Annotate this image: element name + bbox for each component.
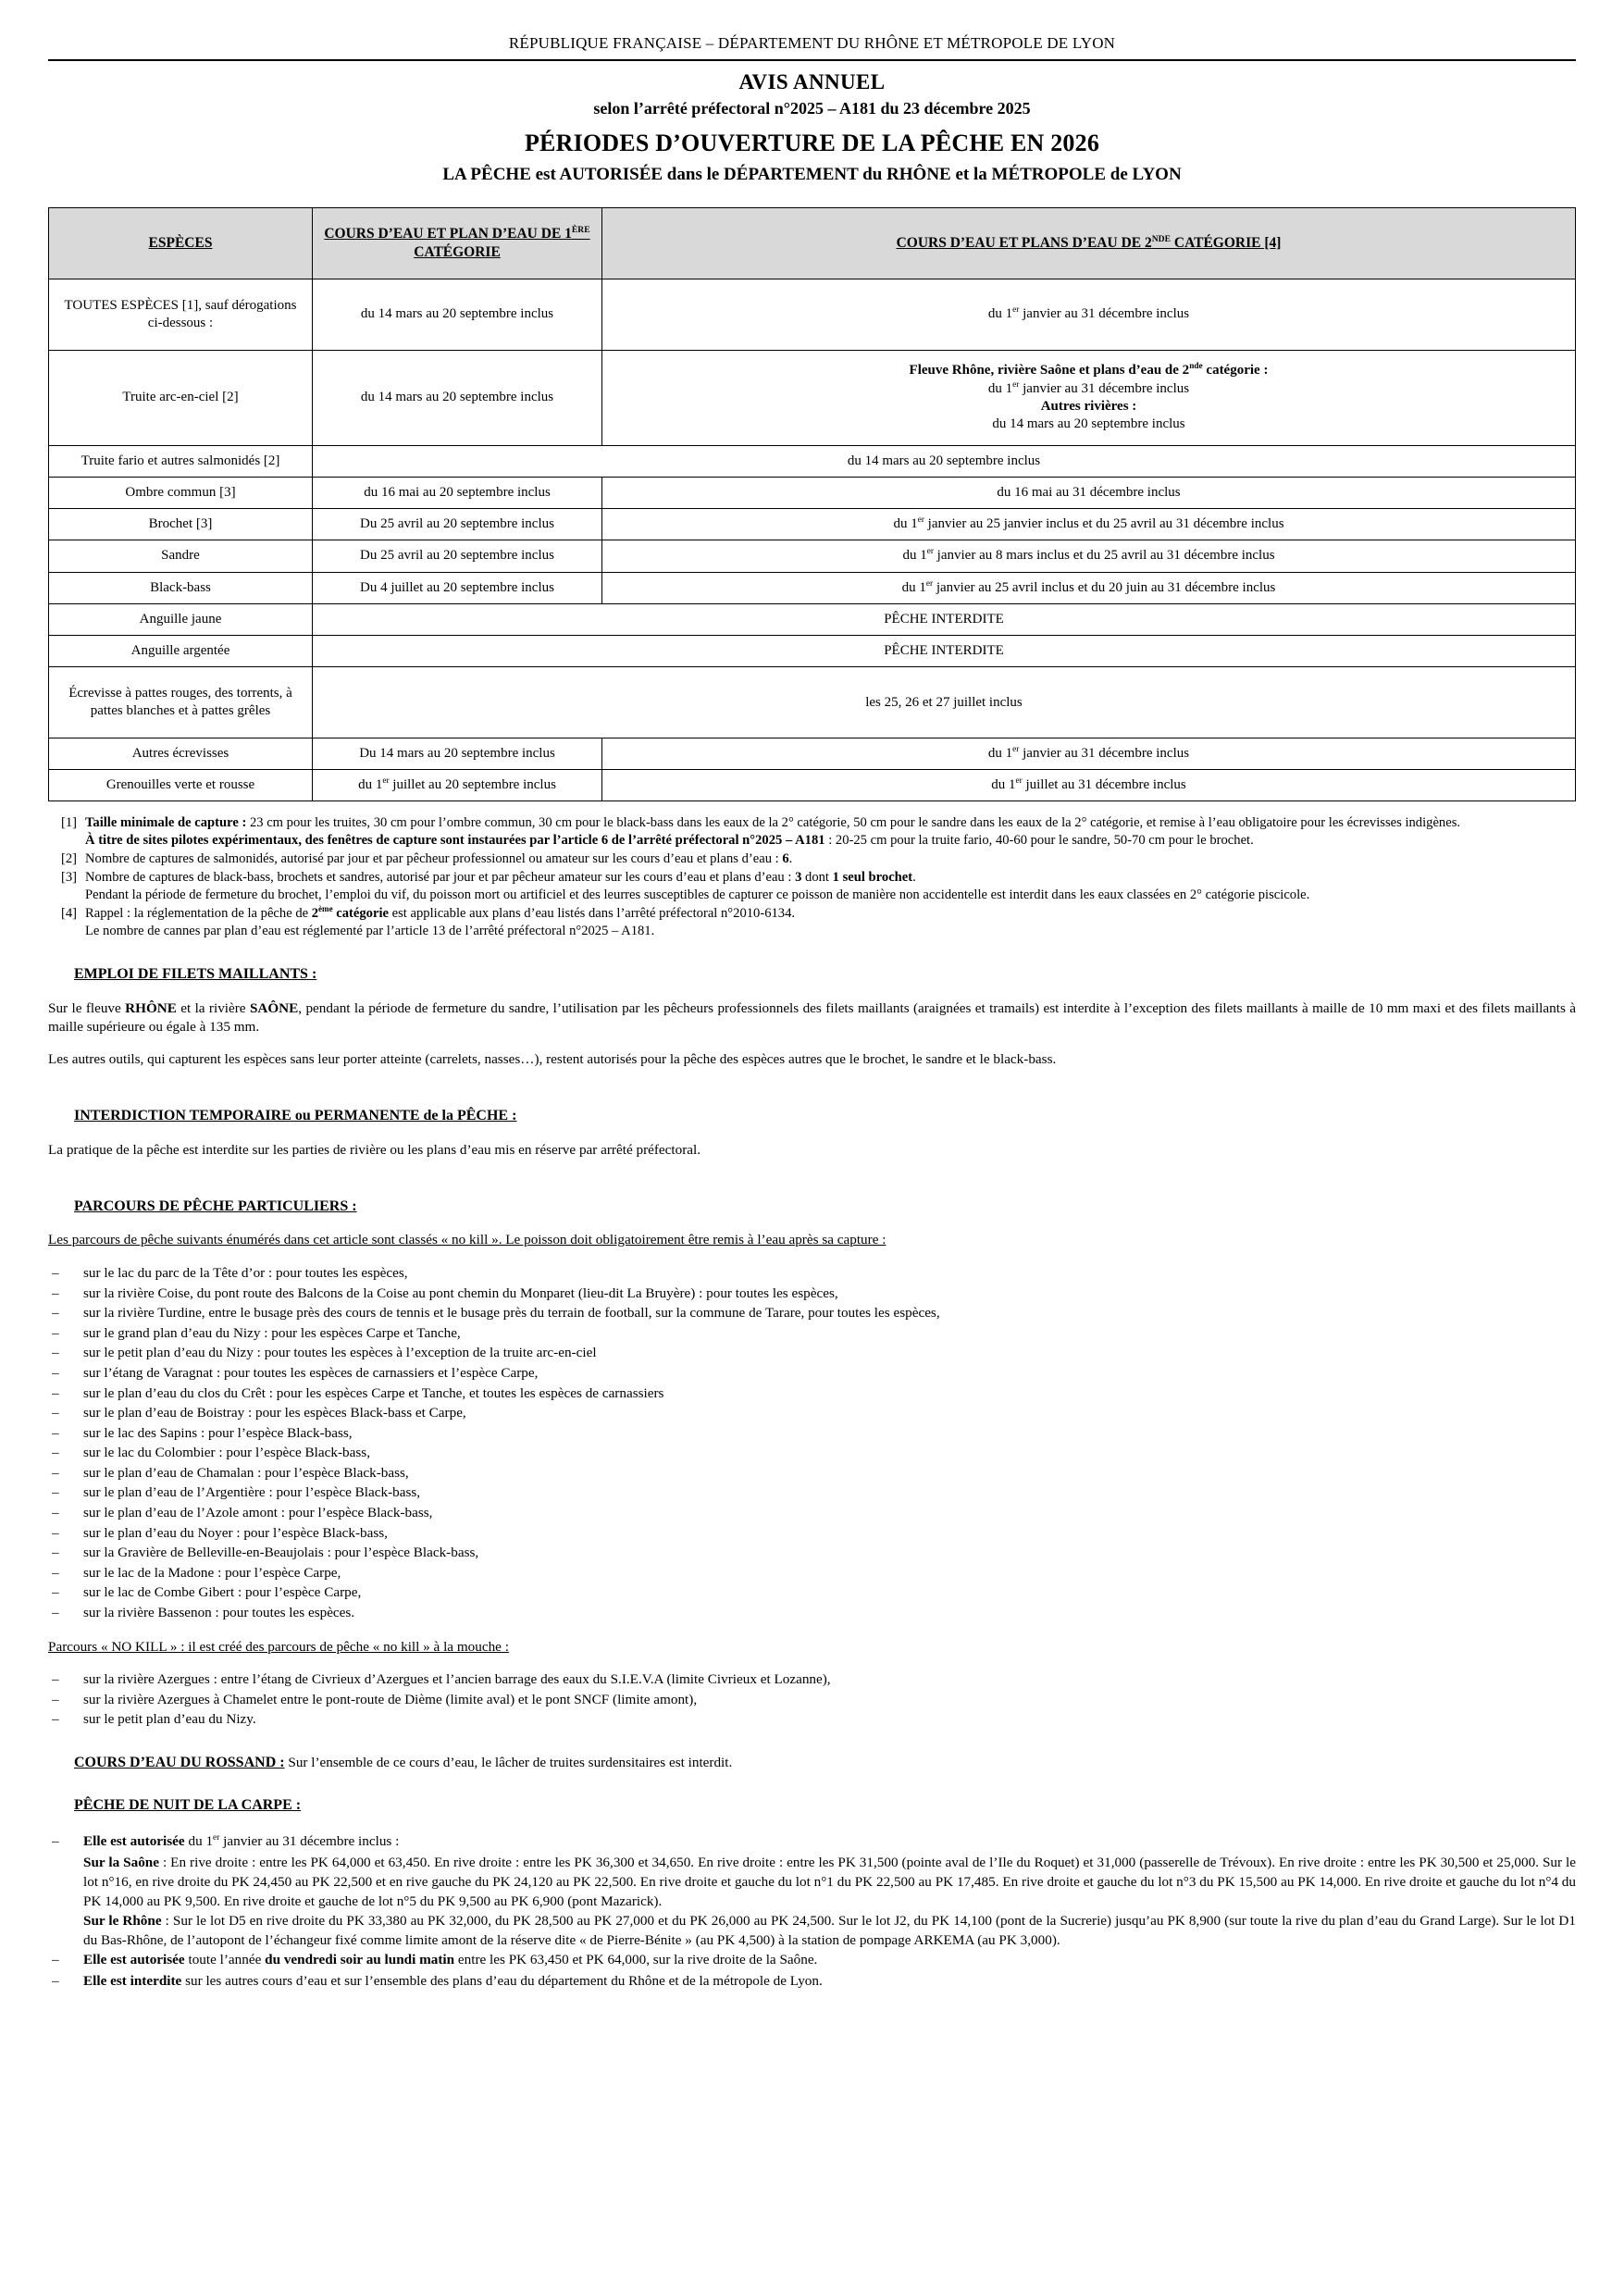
dash-bullet: – bbox=[52, 1524, 59, 1541]
dash-bullet: – bbox=[52, 1671, 59, 1688]
section-title-parcours: PARCOURS DE PÊCHE PARTICULIERS : bbox=[74, 1198, 357, 1215]
nokill-list bbox=[48, 1669, 1576, 1730]
dash-bullet: – bbox=[52, 1951, 59, 1967]
list-item: – sur le petit plan d’eau du Nizy. bbox=[48, 1709, 1576, 1730]
filets-paragraph-1: Sur le fleuve RHÔNE et la rivière SAÔNE, pendant la période de fermeture du sandre, l’utilisation par les pêcheurs professionnels des filets maillants (araignées et tramails) est interdite à l’exception des filets maillants à maille de 10 mm maxi et des filets maillants à maille supérieure ou égale à 135 mm. bbox=[48, 999, 1576, 1035]
table-header-row bbox=[49, 207, 1576, 279]
dash-bullet: – bbox=[52, 1711, 59, 1728]
header-species: ESPÈCES bbox=[49, 207, 313, 279]
dash-bullet: – bbox=[52, 1564, 59, 1581]
cat1-cell: du 14 mars au 20 septembre inclus bbox=[313, 350, 602, 445]
list-item: – sur la Gravière de Belleville-en-Beaujolais : pour l’espèce Black-bass, bbox=[48, 1543, 1576, 1563]
footnote-3 bbox=[48, 869, 1576, 904]
footnote-marker: [1] bbox=[61, 815, 78, 831]
table-row bbox=[49, 603, 1576, 635]
section-title-filets: EMPLOI DE FILETS MAILLANTS : bbox=[74, 966, 317, 983]
species-cell: Sandre bbox=[49, 540, 313, 572]
avis-annuel-title: AVIS ANNUEL bbox=[738, 69, 886, 93]
list-item: – sur l’étang de Varagnat : pour toutes les espèces de carnassiers et l’espèce Carpe, bbox=[48, 1363, 1576, 1384]
list-item: – sur le plan d’eau de Boistray : pour les espèces Black-bass et Carpe, bbox=[48, 1403, 1576, 1423]
list-item: – sur le lac des Sapins : pour l’espèce Black-bass, bbox=[48, 1423, 1576, 1444]
section-title-rossand: COURS D’EAU DU ROSSAND : bbox=[74, 1754, 285, 1770]
table-body bbox=[49, 279, 1576, 801]
cat1-cell: du 16 mai au 20 septembre inclus bbox=[313, 477, 602, 508]
table-row bbox=[49, 279, 1576, 350]
footnote-4-text: Rappel : la réglementation de la pêche de 2ème catégorie est applicable aux plans d’eau listés dans l’arrêté préfectoral n°2010-6134. bbox=[85, 904, 796, 922]
species-cell: Truite arc-en-ciel [2] bbox=[49, 350, 313, 445]
list-item: – sur le lac de la Madone : pour l’espèce Carpe, bbox=[48, 1563, 1576, 1583]
subtitle-autorisee: LA PÊCHE est AUTORISÉE dans le DÉPARTEMENT du RHÔNE et la MÉTROPOLE de LYON bbox=[442, 165, 1182, 185]
dash-bullet: – bbox=[52, 1365, 59, 1382]
section-interdiction bbox=[48, 1083, 1576, 1160]
table-row bbox=[49, 635, 1576, 666]
footnote-marker: [3] bbox=[61, 870, 78, 886]
interdiction-paragraph: La pratique de la pêche est interdite sur les parties de rivière ou les plans d’eau mis en réserve par arrêté préfectoral. bbox=[48, 1141, 701, 1158]
list-item: – sur le plan d’eau du clos du Crêt : pour les espèces Carpe et Tanche, et toutes les espèces de carnassiers bbox=[48, 1384, 1576, 1404]
footnotes bbox=[48, 814, 1576, 940]
filets-paragraph-2: Les autres outils, qui capturent les espèces sans leur porter atteinte (carrelets, nasses…), restent autorisés pour la pêche des espèces autres que le brochet, le sandre et le black-bass. bbox=[48, 1051, 1057, 1068]
header-category-2: COURS D’EAU ET PLANS D’EAU DE 2NDE CATÉGORIE [4] bbox=[602, 207, 1576, 279]
dash-bullet: – bbox=[52, 1972, 59, 1989]
list-item: – sur le lac du Colombier : pour l’espèce Black-bass, bbox=[48, 1443, 1576, 1463]
rossand-text: Sur l’ensemble de ce cours d’eau, le lâcher de truites surdensitaires est interdit. bbox=[284, 1754, 733, 1770]
cat1-cell: du 1er juillet au 20 septembre inclus bbox=[313, 770, 602, 801]
dash-bullet: – bbox=[52, 1691, 59, 1707]
footnote-1-text: Taille minimale de capture : 23 cm pour les truites, 30 cm pour l’ombre commun, 30 cm pour le black-bass dans les eaux de la 2° catégorie, 50 cm pour le sandre dans les eaux de la 2° catégorie, et remise à l’eau obligatoire pour les écrevisses indigènes. bbox=[85, 815, 1461, 831]
species-cell: Autres écrevisses bbox=[49, 738, 313, 770]
merged-period-cell: du 14 mars au 20 septembre inclus bbox=[313, 445, 1576, 477]
dash-bullet: – bbox=[52, 1584, 59, 1601]
footnote-2 bbox=[48, 850, 1576, 868]
species-cell: Grenouilles verte et rousse bbox=[49, 770, 313, 801]
table-row bbox=[49, 667, 1576, 738]
list-item: – sur le plan d’eau de l’Argentière : pour l’espèce Black-bass, bbox=[48, 1483, 1576, 1503]
footnote-3b-text: Pendant la période de fermeture du brochet, l’emploi du vif, du poisson mort ou artificiel et des leurres susceptibles de capturer ce poisson de manière non accidentelle est interdit dans les eaux classées en 2° catégorie piscicole. bbox=[85, 887, 1310, 903]
dash-bullet: – bbox=[52, 1265, 59, 1282]
section-filets-maillants bbox=[48, 941, 1576, 1069]
parcours-list bbox=[48, 1263, 1576, 1622]
document-header bbox=[48, 33, 1576, 187]
footnote-4b-text: Le nombre de cannes par plan d’eau est réglementé par l’article 13 de l’arrêté préfectoral n°2025 – A181. bbox=[85, 924, 655, 939]
carpe-item-autorisee: – Elle est autorisée du 1er janvier au 31 décembre inclus : bbox=[48, 1832, 1576, 1852]
carpe-item-autorisee-weekend: – Elle est autorisée toute l’année du vendredi soir au lundi matin entre les PK 63,450 et PK 64,000, sur la rive droite de la Saône. bbox=[48, 1951, 1576, 1970]
dash-bullet: – bbox=[52, 1345, 59, 1361]
list-item: – sur le grand plan d’eau du Nizy : pour les espèces Carpe et Tanche, bbox=[48, 1323, 1576, 1344]
cat1-cell: du 14 mars au 20 septembre inclus bbox=[313, 279, 602, 350]
table-row bbox=[49, 572, 1576, 603]
cat2-cell: du 1er janvier au 25 avril inclus et du 20 juin au 31 décembre inclus bbox=[602, 572, 1576, 603]
cat2-cell: du 1er janvier au 25 janvier inclus et du 25 avril au 31 décembre inclus bbox=[602, 509, 1576, 540]
species-cell: Ombre commun [3] bbox=[49, 477, 313, 508]
section-parcours bbox=[48, 1173, 1576, 1623]
table-row bbox=[49, 738, 1576, 770]
dash-bullet: – bbox=[52, 1545, 59, 1561]
table-row bbox=[49, 477, 1576, 508]
dash-bullet: – bbox=[52, 1604, 59, 1620]
list-item: – sur la rivière Azergues à Chamelet entre le pont-route de Dième (limite aval) et le pont SNCF (limite amont), bbox=[48, 1690, 1576, 1710]
merged-period-cell: PÊCHE INTERDITE bbox=[313, 603, 1576, 635]
footnote-1b-text: À titre de sites pilotes expérimentaux, des fenêtres de capture sont instaurées par l’article 6 de l’arrêté préfectoral n°2025 – A181 : 20-25 cm pour la truite fario, 40-60 pour le sandre, 50-70 cm pour le brochet. bbox=[85, 833, 1254, 849]
list-item: – sur le plan d’eau du Noyer : pour l’espèce Black-bass, bbox=[48, 1523, 1576, 1544]
footnote-4 bbox=[48, 905, 1576, 940]
dash-bullet: – bbox=[52, 1324, 59, 1341]
species-cell: Anguille argentée bbox=[49, 635, 313, 666]
section-no-kill bbox=[48, 1638, 1576, 1730]
footnote-marker: [2] bbox=[61, 851, 78, 867]
list-item: – sur le lac de Combe Gibert : pour l’espèce Carpe, bbox=[48, 1582, 1576, 1603]
list-item: – sur le plan d’eau de Chamalan : pour l’espèce Black-bass, bbox=[48, 1463, 1576, 1483]
nokill-lead: Parcours « NO KILL » : il est créé des parcours de pêche « no kill » à la mouche : bbox=[48, 1638, 509, 1655]
carpe-content bbox=[48, 1832, 1576, 1992]
table-row bbox=[49, 509, 1576, 540]
carpe-item-interdite: – Elle est interdite sur les autres cours d’eau et sur l’ensemble des plans d’eau du département du Rhône et de la métropole de Lyon. bbox=[48, 1972, 1576, 1992]
parcours-lead: Les parcours de pêche suivants énumérés dans cet article sont classés « no kill ». Le poisson doit obligatoirement être remis à l’eau après sa capture : bbox=[48, 1232, 886, 1248]
dash-bullet: – bbox=[52, 1832, 59, 1849]
species-cell: TOUTES ESPÈCES [1], sauf dérogations ci-dessous : bbox=[49, 279, 313, 350]
species-cell: Black-bass bbox=[49, 572, 313, 603]
table-row bbox=[49, 540, 1576, 572]
dash-bullet: – bbox=[52, 1305, 59, 1322]
cat2-cell: du 16 mai au 31 décembre inclus bbox=[602, 477, 1576, 508]
cat1-cell: Du 4 juillet au 20 septembre inclus bbox=[313, 572, 602, 603]
dash-bullet: – bbox=[52, 1405, 59, 1421]
page-title: PÉRIODES D’OUVERTURE DE LA PÊCHE EN 2026 bbox=[524, 130, 1100, 157]
dash-bullet: – bbox=[52, 1464, 59, 1481]
dash-bullet: – bbox=[52, 1285, 59, 1301]
table-row bbox=[49, 350, 1576, 445]
footnote-3-text: Nombre de captures de black-bass, brochets et sandres, autorisé par jour et par pêcheur amateur sur les cours d’eau et plans d’eau : 3 dont 1 seul brochet. bbox=[85, 870, 916, 886]
list-item: – sur la rivière Azergues : entre l’étang de Civrieux d’Azergues et l’ancien barrage des eaux du S.I.E.V.A (limite Civrieux et Lozanne), bbox=[48, 1669, 1576, 1690]
cat1-cell: Du 14 mars au 20 septembre inclus bbox=[313, 738, 602, 770]
section-rossand bbox=[48, 1754, 1576, 1772]
table-row bbox=[49, 445, 1576, 477]
republique-line: RÉPUBLIQUE FRANÇAISE – DÉPARTEMENT DU RHÔNE ET MÉTROPOLE DE LYON bbox=[508, 34, 1116, 52]
merged-period-cell: les 25, 26 et 27 juillet inclus bbox=[313, 667, 1576, 738]
carpe-rhone-paragraph: Sur le Rhône : Sur le lot D5 en rive droite du PK 33,380 au PK 32,000, du PK 28,500 au PK 27,000 et du PK 26,000 au PK 24,500. Sur le lot J2, du PK 14,100 (pont de la Sucrerie) jusqu’au PK 8,900 (sur toute la rive du plan d’eau du Grand Large). Sur le lot D1 du Bas-Rhône, de l’autopont de l’échangeur fixé comme limite amont de la réserve dite « de Pierre-Bénite » (au PK 4,500) à la station de pompage ARKEMA (au PK 3,000). bbox=[83, 1912, 1576, 1948]
arrete-reference: selon l’arrêté préfectoral n°2025 – A181 du 23 décembre 2025 bbox=[593, 99, 1031, 118]
footnote-2-text: Nombre de captures de salmonidés, autorisé par jour et par pêcheur professionnel ou amateur sur les cours d’eau et plans d’eau : 6. bbox=[85, 851, 793, 867]
species-cell: Anguille jaune bbox=[49, 603, 313, 635]
cat2-cell: du 1er janvier au 8 mars inclus et du 25 avril au 31 décembre inclus bbox=[602, 540, 1576, 572]
header-category-1: COURS D’EAU ET PLAN D’EAU DE 1ÈRE CATÉGORIE bbox=[313, 207, 602, 279]
list-item: – sur le petit plan d’eau du Nizy : pour toutes les espèces à l’exception de la truite arc-en-ciel bbox=[48, 1343, 1576, 1363]
dash-bullet: – bbox=[52, 1424, 59, 1441]
header-divider bbox=[48, 59, 1576, 61]
list-item: – sur la rivière Coise, du pont route des Balcons de la Coise au pont chemin du Monparet (lieu-dit La Bruyère) : pour toutes les espèces, bbox=[48, 1284, 1576, 1304]
section-carpe-nuit bbox=[48, 1772, 1576, 1991]
cat2-cell: Fleuve Rhône, rivière Saône et plans d’eau de 2nde catégorie : du 1er janvier au 31 décembre inclus Autres rivières : du 14 mars au 20 septembre inclus bbox=[602, 350, 1576, 445]
cat2-cell: du 1er janvier au 31 décembre inclus bbox=[602, 738, 1576, 770]
list-item: – sur le plan d’eau de l’Azole amont : pour l’espèce Black-bass, bbox=[48, 1503, 1576, 1523]
cat2-cell: du 1er janvier au 31 décembre inclus bbox=[602, 279, 1576, 350]
cat2-cell: du 1er juillet au 31 décembre inclus bbox=[602, 770, 1576, 801]
footnote-1 bbox=[48, 814, 1576, 850]
dash-bullet: – bbox=[52, 1445, 59, 1461]
section-title-carpe: PÊCHE DE NUIT DE LA CARPE : bbox=[74, 1797, 302, 1814]
list-item: – sur la rivière Bassenon : pour toutes les espèces. bbox=[48, 1603, 1576, 1623]
dash-bullet: – bbox=[52, 1484, 59, 1501]
table-head bbox=[49, 207, 1576, 279]
list-item: – sur le lac du parc de la Tête d’or : pour toutes les espèces, bbox=[48, 1263, 1576, 1284]
species-cell: Truite fario et autres salmonidés [2] bbox=[49, 445, 313, 477]
list-item: – sur la rivière Turdine, entre le busage près des cours de tennis et le busage près du terrain de football, sur la commune de Tarare, pour toutes les espèces, bbox=[48, 1303, 1576, 1323]
species-cell: Brochet [3] bbox=[49, 509, 313, 540]
dash-bullet: – bbox=[52, 1505, 59, 1521]
species-cell: Écrevisse à pattes rouges, des torrents, à pattes blanches et à pattes grêles bbox=[49, 667, 313, 738]
table-row bbox=[49, 770, 1576, 801]
merged-period-cell: PÊCHE INTERDITE bbox=[313, 635, 1576, 666]
section-title-interdiction: INTERDICTION TEMPORAIRE ou PERMANENTE de la PÊCHE : bbox=[74, 1108, 517, 1124]
dash-bullet: – bbox=[52, 1384, 59, 1401]
cat1-cell: Du 25 avril au 20 septembre inclus bbox=[313, 540, 602, 572]
fishing-periods-table bbox=[48, 207, 1576, 802]
carpe-saone-paragraph: Sur la Saône : En rive droite : entre les PK 64,000 et 63,450. En rive droite : entre les PK 36,300 et 34,650. En rive droite : entre les PK 31,500 (pointe aval de l’Ile du Roquet) et 31,000 (passerelle de Trévoux). En rive droite : entre les PK 30,500 et 25,000. Sur le lot n°16, en rive droite du PK 24,450 au PK 22,500 et en rive gauche du PK 24,120 au PK 22,500. En rive droite et gauche du lot n°1 du PK 22,500 au PK 17,485. En rive droite et gauche du lot n°3 du PK 15,500 au PK 14,000. En rive droite et gauche du lot n°4 du PK 14,000 au PK 9,500. En rive droite et gauche de lot n°5 du PK 9,500 au PK 6,900 (pont Mazarick). bbox=[83, 1854, 1576, 1909]
footnote-marker: [4] bbox=[61, 906, 78, 922]
cat1-cell: Du 25 avril au 20 septembre inclus bbox=[313, 509, 602, 540]
